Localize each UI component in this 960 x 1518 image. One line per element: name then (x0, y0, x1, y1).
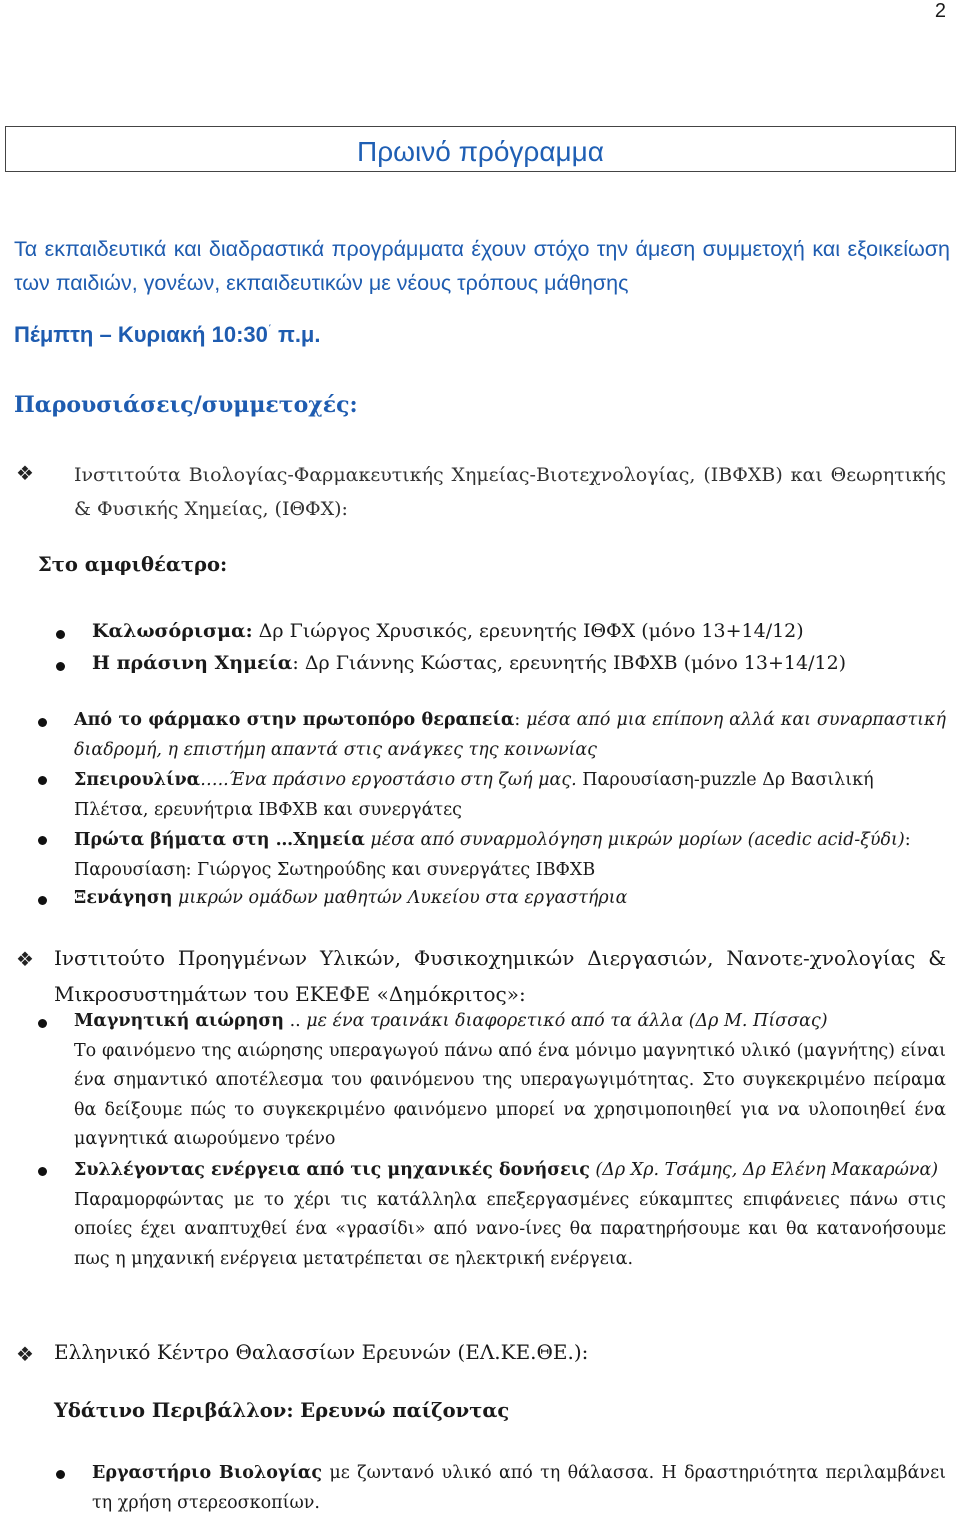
bullet-icon (38, 836, 47, 845)
item-pharma (74, 705, 946, 765)
diamond-bullet-icon: ❖ (16, 461, 34, 485)
talk-welcome (92, 616, 952, 646)
page-title: Πρωινό πρόγραμμα (357, 136, 604, 167)
item-tour-desc: μικρών ομάδων μαθητών Λυκείου στα εργαστήρια (172, 888, 628, 908)
item-energy-harvesting (74, 1156, 946, 1274)
section3-institute: Ελληνικό Κέντρο Θαλασσίων Ερευνών (ΕΛ.ΚΕ.ΘΕ.): (54, 1340, 589, 1364)
page-number: 2 (934, 0, 946, 22)
item-biology-label: Εργαστήριο Βιολογίας (92, 1463, 323, 1483)
schedule-days: Πέμπτη – Κυριακή 10:30 (14, 322, 268, 347)
item-spirulina-text: Παρουσίαση-puzzle Δρ Βασιλική Πλέτσα, ερευνήτρια ΙΒΦΧΒ και συνεργάτες (74, 770, 874, 820)
schedule-line (14, 322, 321, 348)
item-magnetic-sep: .. (284, 1011, 307, 1031)
talk-welcome-label: Καλωσόρισμα: (92, 620, 253, 642)
bullet-icon (56, 662, 65, 671)
item-energy-label: Συλλέγοντας ενέργεια από τις μηχανικές δονήσεις (74, 1160, 590, 1180)
item-spirulina-label: Σπειρουλίνα (74, 770, 201, 790)
item-pharma-desc: μέσα από μια επίπονη αλλά και συναρπαστική διαδρομή, η επιστήμη απαντά στις ανάγκες της κοινωνίας (74, 710, 946, 760)
bullet-icon (56, 630, 65, 639)
talk-green-chemistry (92, 648, 952, 678)
talk-welcome-text: Δρ Γιώργος Χρυσικός, ερευνητής ΙΘΦΧ (μόνο 13+14/12) (252, 620, 804, 642)
item-tour (74, 883, 946, 913)
section1-institutes: Ινστιτούτα Βιολογίας-Φαρμακευτικής Χημείας-Βιοτεχνολογίας, (ΙΒΦΧΒ) και Θεωρητικής & Φυσικής Χημείας, (ΙΘΦΧ): (74, 464, 946, 520)
diamond-bullet-icon: ❖ (16, 1342, 34, 1366)
item-first-steps (74, 825, 946, 885)
bullet-icon (38, 1167, 47, 1176)
item-spirulina (74, 765, 946, 825)
item-energy-desc: Παραμορφώντας με το χέρι τις κατάλληλα επεξεργασμένες εύκαμπτες επιφάνειες πάνω στις οποίες έχει αναπτυχθεί ένα «γρασίδι» από νανο-ίνες θα παρατηρήσουμε και θα κατανοήσουμε πως η μηχανική ενέργεια μετατρέπεται σε ηλεκτρική ενέργεια. (74, 1189, 946, 1269)
item-first-steps-text: : Παρουσίαση: Γιώργος Σωτηρούδης και συνεργάτες ΙΒΦΧΒ (74, 830, 911, 880)
item-tour-label: Ξενάγηση (74, 888, 173, 908)
item-magnetic-desc: Το φαινόμενο της αιώρησης υπεραγωγού πάνω από ένα μόνιμο μαγνητικό υλικό (μαγνήτης) είναι ένα σημαντικό αποτέλεσμα του φαινόμενου της υπεραγωγιμότητας. Στο συγκεκριμένο πείραμα θα δείξουμε πώς το συγκεκριμένο φαινόμενο μπορεί να χρησιμοποιηθεί για να υλοποιηθεί ένα μαγνητικά αιωρούμενο τρένο (74, 1040, 946, 1149)
presentations-heading: Παρουσιάσεις/συμμετοχές: (14, 392, 358, 418)
bullet-icon (56, 1470, 65, 1479)
intro-paragraph: Τα εκπαιδευτικά και διαδραστικά προγράμματα έχουν στόχο την άμεση συμμετοχή και εξοικείωση των παιδιών, γονέων, εκπαιδευτικών με νέους τρόπους μάθησης (14, 237, 950, 295)
bullet-icon (38, 896, 47, 905)
section2-institute: Ινστιτούτο Προηγμένων Υλικών, Φυσικοχημικών Διεργασιών, Νανοτε-χνολογίας & Μικροσυστημάτων του ΕΚΕΦΕ «Δημόκριτος»: (54, 946, 946, 1006)
item-magnetic-subtitle: με ένα τραινάκι διαφορετικό από τα άλλα (Δρ Μ. Πίσσας) (306, 1011, 828, 1031)
section3-subheading: Υδάτινο Περιβάλλον: Ερευνώ παίζοντας (54, 1399, 510, 1422)
item-pharma-label: Από το φάρμακο στην πρωτοπόρο θεραπεία (74, 710, 515, 730)
item-energy-authors: (Δρ Χρ. Τσάμης, Δρ Ελένη Μακαρώνα) (589, 1160, 939, 1180)
item-biology-lab (92, 1458, 946, 1518)
item-pharma-colon: : (514, 710, 527, 730)
schedule-mark: ΄ (267, 322, 272, 337)
item-biology-text: με ζωντανό υλικό από τη θάλασσα. Η δραστηριότητα περιλαμβάνει τη χρήση στερεοσκοπίων. (92, 1463, 946, 1513)
amphitheater-heading: Στο αμφιθέατρο: (38, 553, 228, 576)
diamond-bullet-icon: ❖ (16, 947, 34, 971)
item-spirulina-subtitle: …..Ένα πράσινο εργοστάσιο στη ζωή μας. (200, 770, 577, 790)
schedule-suffix: π.μ. (271, 322, 321, 347)
bullet-icon (38, 776, 47, 785)
talk-green-label: Η πράσινη Χημεία (92, 652, 293, 674)
bullet-icon (38, 1019, 47, 1028)
item-first-steps-desc: μέσα από συναρμολόγηση μικρών μορίων (acedic acid-ξύδι) (364, 830, 905, 850)
item-magnetic-levitation (74, 1007, 946, 1155)
talk-green-text: : Δρ Γιάννης Κώστας, ερευνητής ΙΒΦΧΒ (μόνο 13+14/12) (292, 652, 847, 674)
bullet-icon (38, 718, 47, 727)
title-box (5, 126, 956, 172)
item-first-steps-label: Πρώτα βήματα στη …Χημεία (74, 830, 365, 850)
item-magnetic-label: Μαγνητική αιώρηση (74, 1011, 285, 1031)
